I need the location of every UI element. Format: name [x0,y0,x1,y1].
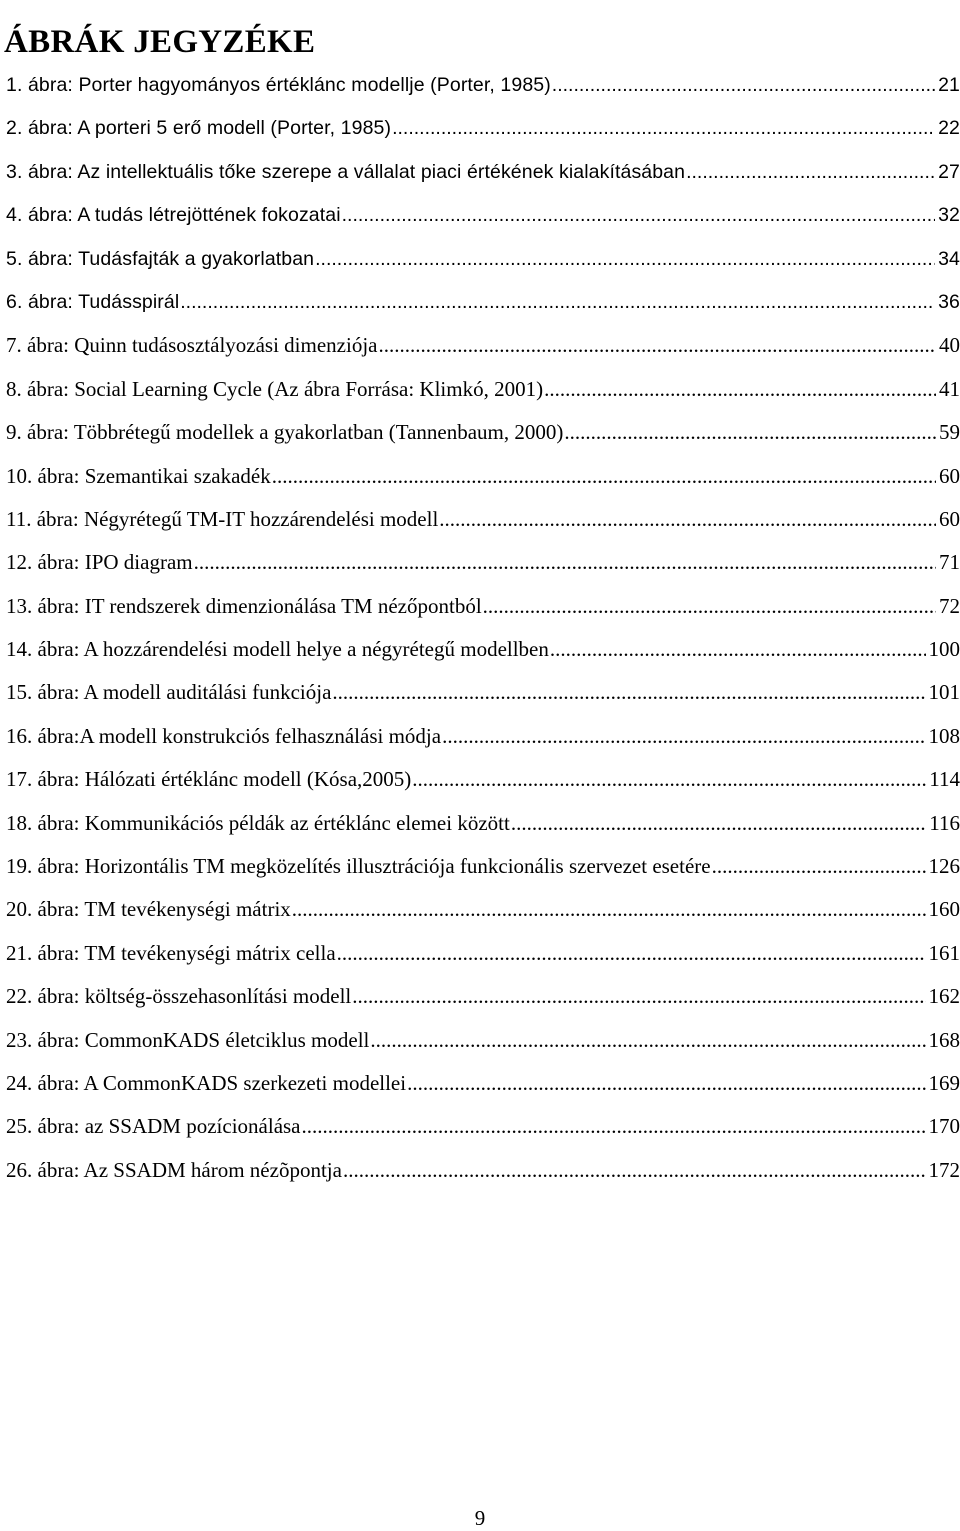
dot-leader [370,1020,925,1060]
figure-entry[interactable] [6,976,960,1019]
dot-leader [407,1063,925,1103]
figure-entry[interactable] [6,65,960,108]
figure-entry-page: 59 [939,420,960,445]
dot-leader [342,195,935,235]
figure-entry-page: 22 [938,117,960,140]
figure-entry-page: 60 [939,463,960,488]
figure-entry-label: 14. ábra: A hozzárendelési modell helye a négyrétegű modellben [6,637,549,662]
figure-entry-page: 60 [939,506,960,531]
figure-entry-label: 12. ábra: IPO diagram [6,550,193,575]
dot-leader [552,65,935,105]
figure-entry-page: 36 [938,290,960,313]
figure-entry[interactable] [6,716,960,759]
dot-leader [302,1106,926,1146]
figure-entry-page: 27 [938,160,960,183]
dot-leader [544,369,936,409]
figure-entry[interactable] [6,1063,960,1106]
figure-entry-label: 3. ábra: Az intellektuális tőke szerepe a vállalat piaci értékének kialakításában [6,160,686,183]
figure-entry-page: 168 [928,1027,960,1052]
figure-entry-page: 101 [928,680,960,705]
figure-entry[interactable] [6,586,960,629]
dot-leader [343,1150,926,1190]
figure-entry[interactable] [6,152,960,195]
figure-entry-label: 6. ábra: Tudásspirál [6,290,180,313]
figure-entry-label: 20. ábra: TM tevékenységi mátrix [6,897,291,922]
figure-entry-label: 26. ábra: Az SSADM három nézõpontja [6,1157,342,1182]
figure-entry-label: 17. ábra: Hálózati értéklánc modell (Kósa,2005) [6,767,412,792]
dot-leader [686,152,935,192]
dot-leader [439,499,936,539]
figure-list [6,65,960,1193]
dot-leader [337,933,926,973]
dot-leader [315,239,935,279]
dot-leader [378,325,936,365]
dot-leader [442,716,925,756]
dot-leader [332,672,925,712]
dot-leader [352,976,925,1016]
figure-entry-label: 16. ábra:A modell konstrukciós felhasználási módja [6,723,442,748]
figure-entry[interactable] [6,889,960,932]
figure-entry-page: 100 [928,637,960,662]
figure-entry-label: 19. ábra: Horizontális TM megközelítés illusztrációja funkcionális szervezet esetére [6,854,711,879]
figure-entry-label: 4. ábra: A tudás létrejöttének fokozatai [6,204,341,227]
dot-leader [511,803,926,843]
figure-entry[interactable] [6,325,960,368]
figure-entry-label: 1. ábra: Porter hagyományos értéklánc modellje (Porter, 1985) [6,74,551,96]
figure-entry-label: 9. ábra: Többrétegű modellek a gyakorlatban (Tannenbaum, 2000) [6,420,564,445]
figure-entry-label: 8. ábra: Social Learning Cycle (Az ábra Forrása: Klimkó, 2001) [6,376,544,401]
figure-entry-page: 162 [928,984,960,1009]
figure-entry-page: 160 [928,897,960,922]
dot-leader [180,282,935,322]
figure-entry[interactable] [6,1150,960,1193]
dot-leader [712,846,926,886]
figure-entry[interactable] [6,239,960,282]
figure-entry[interactable] [6,542,960,585]
dot-leader [483,586,936,626]
figure-entry-label: 10. ábra: Szemantikai szakadék [6,463,271,488]
figure-entry-page: 32 [938,204,960,227]
figure-entry-page: 169 [928,1070,960,1095]
figure-entry[interactable] [6,803,960,846]
figure-entry-label: 25. ábra: az SSADM pozícionálása [6,1114,301,1139]
figure-entry-page: 41 [939,376,960,401]
figure-entry-page: 21 [938,74,960,96]
dot-leader [194,542,936,582]
figure-entry[interactable] [6,933,960,976]
figure-entry[interactable] [6,499,960,542]
figure-entry-label: 15. ábra: A modell auditálási funkciója [6,680,332,705]
figure-entry-label: 23. ábra: CommonKADS életciklus modell [6,1027,370,1052]
figure-entry-page: 170 [928,1114,960,1139]
figure-entry-page: 161 [928,940,960,965]
figure-entry-label: 21. ábra: TM tevékenységi mátrix cella [6,940,336,965]
figure-entry-label: 22. ábra: költség-összehasonlítási modell [6,984,352,1009]
dot-leader [292,889,926,929]
figure-entry-label: 5. ábra: Tudásfajták a gyakorlatban [6,247,315,270]
dot-leader [564,412,936,452]
figure-entry[interactable] [6,195,960,238]
figure-entry[interactable] [6,456,960,499]
page-title: ÁBRÁK JEGYZÉKE [4,24,316,61]
figure-entry[interactable] [6,369,960,412]
dot-leader [272,456,936,496]
figure-entry[interactable] [6,672,960,715]
figure-entry[interactable] [6,282,960,325]
figure-entry-label: 18. ábra: Kommunikációs példák az értéklánc elemei között [6,810,510,835]
figure-entry[interactable] [6,1106,960,1149]
figure-entry-page: 34 [938,247,960,270]
figure-entry[interactable] [6,846,960,889]
figure-entry-page: 126 [928,854,960,879]
figure-entry-page: 72 [939,593,960,618]
figure-entry-page: 71 [939,550,960,575]
figure-entry-page: 114 [929,767,960,792]
figure-entry-label: 13. ábra: IT rendszerek dimenzionálása TM nézőpontból [6,593,482,618]
figure-entry-label: 7. ábra: Quinn tudásosztályozási dimenziója [6,333,378,358]
figure-entry-label: 24. ábra: A CommonKADS szerkezeti modellei [6,1070,407,1095]
page-number: 9 [474,1506,486,1530]
figure-entry-page: 172 [928,1157,960,1182]
figure-entry[interactable] [6,412,960,455]
figure-entry-page: 40 [939,333,960,358]
dot-leader [392,108,935,148]
figure-entry[interactable] [6,108,960,151]
figure-entry-page: 116 [929,810,960,835]
figure-entry-page: 108 [928,723,960,748]
figure-entry[interactable] [6,629,960,672]
dot-leader [412,759,926,799]
figure-entry-label: 11. ábra: Négyrétegű TM-IT hozzárendelési modell [6,506,439,531]
dot-leader [550,629,926,669]
figure-entry[interactable] [6,1020,960,1063]
figure-entry[interactable] [6,759,960,802]
figure-entry-label: 2. ábra: A porteri 5 erő modell (Porter, 1985) [6,117,392,140]
